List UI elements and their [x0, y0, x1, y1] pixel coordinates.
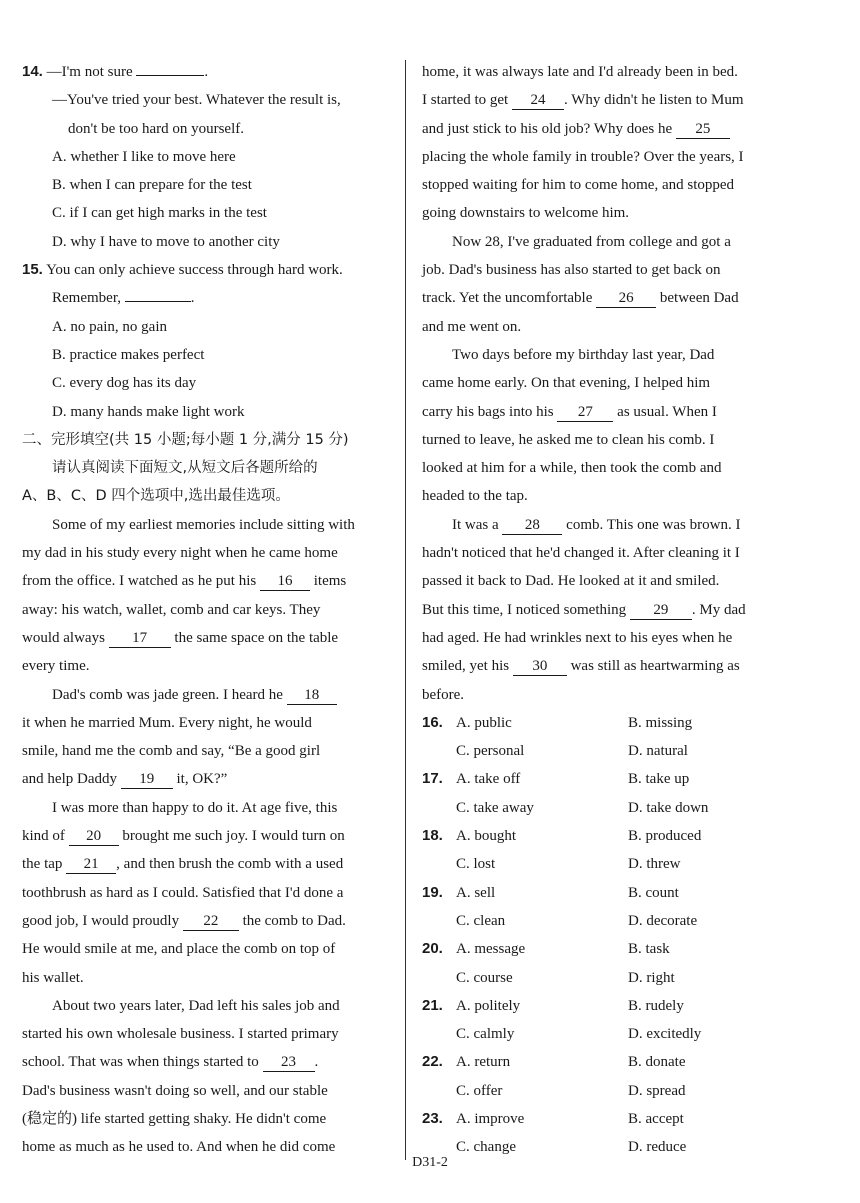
passage-text: track. Yet the uncomfortable — [422, 290, 597, 307]
answer-row-20 — [422, 935, 792, 963]
passage-text: kind of — [22, 828, 69, 845]
passage-text: would always — [22, 629, 109, 646]
answer-row-16 — [422, 709, 792, 737]
q15-stem — [22, 256, 392, 284]
blank-28: 28 — [502, 516, 562, 535]
q14-option-b: B. when I can prepare for the test — [52, 177, 252, 194]
passage-line: home as much as he used to. And when he did come — [22, 1139, 336, 1156]
answer-option-c: C. offer — [456, 1082, 503, 1099]
q14-option-c: C. if I can get high marks in the test — [52, 205, 267, 222]
passage-line — [422, 511, 792, 539]
passage-line: every time. — [22, 658, 90, 675]
answer-option-a: A. sell — [456, 884, 496, 901]
answer-option-c: C. personal — [456, 743, 525, 760]
q14-blank — [136, 75, 204, 76]
passage-line — [422, 398, 792, 426]
answer-row-23 — [422, 1105, 792, 1133]
passage-line — [22, 907, 392, 935]
passage-line: toothbrush as hard as I could. Satisfied that I'd done a — [22, 884, 344, 901]
question-number: 15. — [22, 261, 43, 279]
passage-line: smile, hand me the comb and say, “Be a good girl — [22, 743, 321, 760]
answer-row-22 — [422, 1048, 792, 1076]
answer-option-a: A. return — [456, 1054, 511, 1071]
passage-text: Dad's comb was jade green. I heard he — [52, 686, 287, 703]
passage-line — [22, 765, 392, 793]
passage-text: the tap — [22, 856, 67, 873]
answer-option-d: D. decorate — [628, 912, 698, 929]
passage-line — [422, 86, 792, 114]
passage-text: was still as heartwarming as — [566, 658, 740, 675]
q14-option-d: D. why I have to move to another city — [52, 233, 280, 250]
answer-option-a: A. take off — [456, 771, 521, 788]
answer-option-b: B. accept — [628, 1110, 684, 1127]
passage-line: started his own wholesale business. I started primary — [22, 1026, 339, 1043]
q14-reply-line-2: don't be too hard on yourself. — [68, 120, 245, 137]
passage-line: hadn't noticed that he'd changed it. After cleaning it I — [422, 545, 740, 562]
answer-option-b: B. task — [628, 941, 670, 958]
q15-option-b: B. practice makes perfect — [52, 346, 205, 363]
answer-option-b: B. rudely — [628, 997, 684, 1014]
section-heading: 二、完形填空(共 15 小题;每小题 1 分,满分 15 分) — [22, 431, 349, 448]
answer-number: 17. — [422, 770, 443, 788]
q14-text: —I'm not sure — [46, 64, 137, 80]
q15-option-d: D. many hands make light work — [52, 403, 245, 420]
passage-line: passed it back to Dad. He looked at it and smiled. — [422, 573, 720, 590]
passage-line: I was more than happy to do it. At age five, this — [52, 799, 338, 816]
passage-line: turned to leave, he asked me to clean his comb. I — [422, 431, 715, 448]
answer-number: 18. — [422, 827, 443, 845]
passage-line: looked at him for a while, then took the comb and — [422, 460, 722, 477]
blank-30: 30 — [513, 657, 567, 676]
passage-line — [422, 284, 792, 312]
passage-text: . Why didn't he listen to Mum — [563, 92, 744, 109]
passage-line — [22, 822, 392, 850]
answer-option-b: B. donate — [628, 1054, 686, 1071]
answer-row-22-cd — [422, 1077, 792, 1105]
section-instruction-1: 请认真阅读下面短文,从短文后各题所给的 — [52, 460, 318, 477]
passage-line — [422, 115, 792, 143]
blank-21: 21 — [66, 855, 116, 874]
answer-row-18 — [422, 822, 792, 850]
answer-option-d: D. excitedly — [628, 1026, 702, 1043]
passage-text: smiled, yet his — [422, 658, 513, 675]
passage-text: school. That was when things started to — [22, 1054, 263, 1071]
passage-line: About two years later, Dad left his sales job and — [52, 997, 340, 1014]
passage-text: items — [309, 573, 347, 590]
answer-number: 20. — [422, 940, 443, 958]
passage-line: it when he married Mum. Every night, he would — [22, 714, 312, 731]
passage-text: . — [314, 1054, 319, 1071]
passage-line: came home early. On that evening, I helped him — [422, 375, 711, 392]
passage-line: before. — [422, 686, 465, 703]
q14-stem — [22, 58, 392, 86]
answer-row-18-cd — [422, 850, 792, 878]
answer-number: 19. — [422, 883, 443, 901]
passage-text: . My dad — [691, 601, 746, 618]
passage-line: my dad in his study every night when he came home — [22, 545, 338, 562]
q15-period: . — [190, 290, 195, 307]
answer-option-a: A. politely — [456, 997, 521, 1014]
blank-24: 24 — [512, 91, 564, 110]
passage-line: (稳定的) life started getting shaky. He didn't come — [22, 1110, 327, 1127]
q15-text: You can only achieve success through hard work. — [46, 262, 343, 279]
passage-line: going downstairs to welcome him. — [422, 205, 630, 222]
passage-line: home, it was always late and I'd already been in bed. — [422, 64, 738, 80]
answer-row-17-cd — [422, 794, 792, 822]
passage-text: and help Daddy — [22, 771, 121, 788]
q15-option-c: C. every dog has its day — [52, 375, 197, 392]
answer-option-b: B. count — [628, 884, 679, 901]
passage-line — [22, 1048, 392, 1076]
q14-option-a: A. whether I like to move here — [52, 148, 236, 165]
passage-line — [22, 850, 392, 878]
question-number: 14. — [22, 63, 43, 80]
blank-26: 26 — [596, 289, 656, 308]
passage-text: It was a — [452, 516, 503, 533]
blank-20: 20 — [69, 827, 119, 846]
answer-row-21 — [422, 992, 792, 1020]
answer-row-20-cd — [422, 964, 792, 992]
answer-option-b: B. take up — [628, 771, 690, 788]
passage-text: But this time, I noticed something — [422, 601, 630, 618]
q15-text-2: Remember, — [52, 290, 125, 307]
blank-22: 22 — [183, 912, 239, 931]
answer-option-a: A. improve — [456, 1110, 525, 1127]
blank-16: 16 — [260, 572, 310, 591]
passage-text: the same space on the table — [170, 629, 339, 646]
answer-option-c: C. clean — [456, 912, 506, 929]
answer-row-21-cd — [422, 1020, 792, 1048]
passage-text: I started to get — [422, 92, 512, 109]
passage-line — [22, 567, 392, 595]
answer-option-a: A. message — [456, 941, 526, 958]
blank-18: 18 — [287, 686, 337, 705]
answer-option-a: A. bought — [456, 828, 516, 845]
answer-option-c: C. change — [456, 1139, 516, 1156]
blank-29: 29 — [630, 601, 692, 620]
passage-text: good job, I would proudly — [22, 912, 183, 929]
passage-line: his wallet. — [22, 969, 84, 986]
answer-option-b: B. produced — [628, 828, 702, 845]
answer-number: 23. — [422, 1109, 443, 1127]
answer-option-c: C. course — [456, 969, 513, 986]
passage-line: and me went on. — [422, 318, 522, 335]
answer-option-c: C. lost — [456, 856, 496, 873]
passage-text: comb. This one was brown. I — [562, 516, 741, 533]
answer-row-16-cd — [422, 737, 792, 765]
column-divider — [405, 60, 406, 1160]
page-number: D31-2 — [412, 1155, 448, 1170]
passage-text: and just stick to his old job? Why does he — [422, 120, 676, 137]
blank-25: 25 — [676, 120, 730, 139]
answer-option-d: D. spread — [628, 1082, 686, 1099]
left-column — [22, 58, 392, 1162]
answer-option-c: C. take away — [456, 799, 534, 816]
answer-row-19 — [422, 879, 792, 907]
answer-option-a: A. public — [456, 714, 512, 731]
passage-line: Dad's business wasn't doing so well, and our stable — [22, 1082, 328, 1099]
passage-line — [422, 652, 792, 680]
passage-line: job. Dad's business has also started to get back on — [422, 262, 721, 279]
passage-line: stopped waiting for him to come home, and stopped — [422, 177, 735, 194]
answer-option-c: C. calmly — [456, 1026, 515, 1043]
answer-number: 22. — [422, 1053, 443, 1071]
right-column — [422, 58, 792, 1162]
q15-stem-line-2 — [22, 284, 392, 312]
passage-text: as usual. When I — [613, 403, 717, 420]
q14-reply-line-1: —You've tried your best. Whatever the result is, — [52, 92, 341, 109]
q15-option-a: A. no pain, no gain — [52, 318, 167, 335]
passage-text: from the office. I watched as he put his — [22, 573, 260, 590]
passage-line: Two days before my birthday last year, Dad — [452, 346, 715, 363]
passage-text: , and then brush the comb with a used — [116, 856, 344, 873]
passage-text: the comb to Dad. — [238, 912, 346, 929]
answer-number: 21. — [422, 996, 443, 1014]
answer-number: 16. — [422, 713, 443, 731]
answer-option-b: B. missing — [628, 714, 693, 731]
passage-line: Some of my earliest memories include sitting with — [52, 516, 355, 533]
passage-line: placing the whole family in trouble? Over the years, I — [422, 148, 744, 165]
blank-19: 19 — [121, 770, 173, 789]
passage-text: brought me such joy. I would turn on — [118, 828, 345, 845]
passage-line: headed to the tap. — [422, 488, 528, 505]
blank-17: 17 — [109, 629, 171, 648]
answer-option-d: D. threw — [628, 856, 681, 873]
blank-23: 23 — [263, 1053, 315, 1072]
passage-line: had aged. He had wrinkles next to his eyes when he — [422, 629, 733, 646]
passage-line — [22, 681, 392, 709]
passage-text: between Dad — [656, 290, 739, 307]
passage-line: He would smile at me, and place the comb on top of — [22, 941, 336, 958]
answer-row-17 — [422, 765, 792, 793]
section-instruction-2: A、B、C、D 四个选项中,选出最佳选项。 — [22, 488, 290, 505]
answer-option-d: D. natural — [628, 743, 688, 760]
passage-line — [422, 596, 792, 624]
q15-blank — [125, 301, 191, 302]
answer-row-19-cd — [422, 907, 792, 935]
passage-text: carry his bags into his — [422, 403, 558, 420]
passage-text: it, OK?” — [172, 771, 228, 788]
blank-27: 27 — [557, 403, 613, 422]
answer-option-d: D. take down — [628, 799, 709, 816]
answer-option-d: D. reduce — [628, 1139, 687, 1156]
passage-line — [22, 624, 392, 652]
answer-option-d: D. right — [628, 969, 675, 986]
passage-line: Now 28, I've graduated from college and got a — [452, 233, 731, 250]
passage-line: away: his watch, wallet, comb and car keys. They — [22, 601, 321, 618]
q14-period: . — [204, 64, 209, 80]
